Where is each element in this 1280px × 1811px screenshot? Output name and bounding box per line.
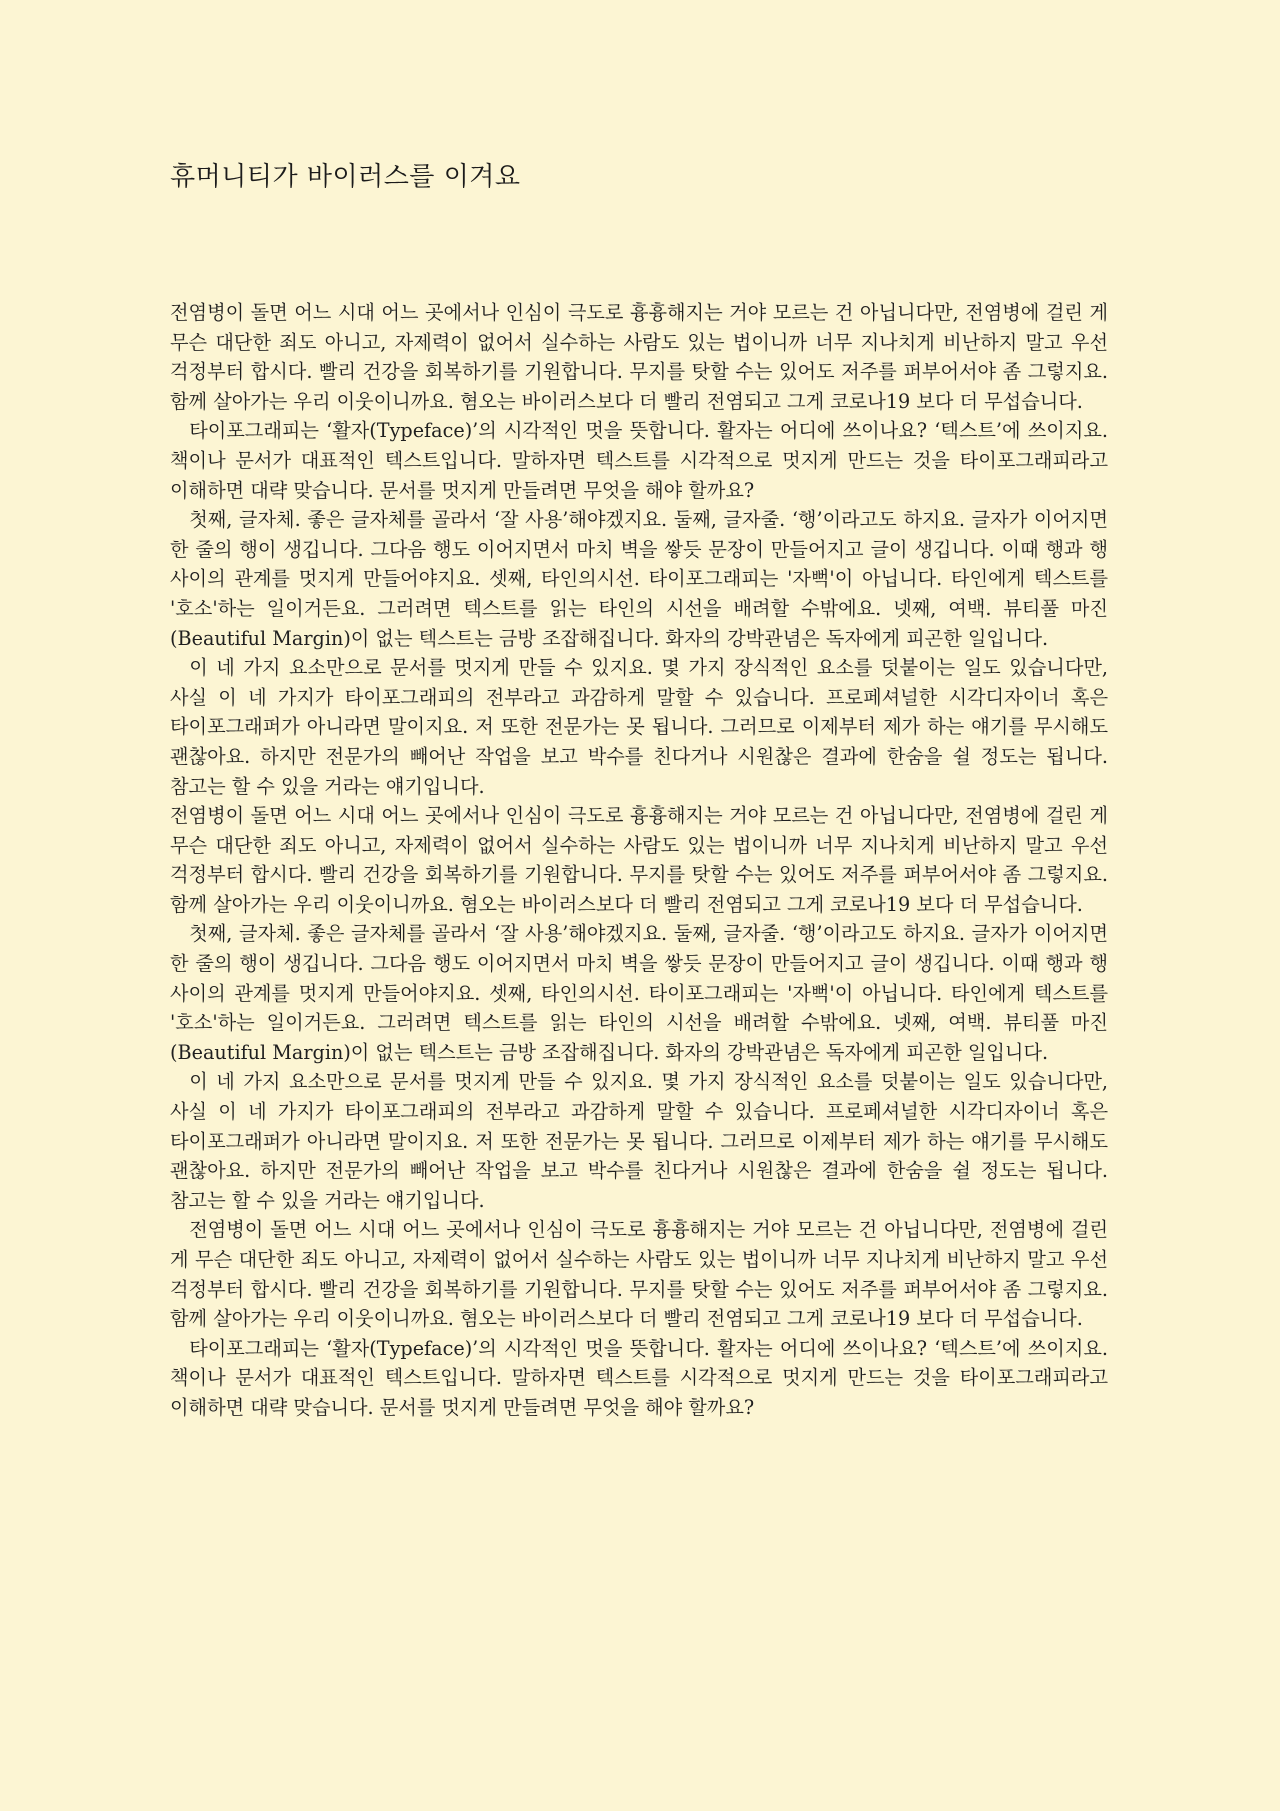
paragraph-8: 전염병이 돌면 어느 시대 어느 곳에서나 인심이 극도로 흉흉해지는 거야 모르는 건 아닙니다만, 전염병에 걸린 게 무슨 대단한 죄도 아니고, 자제력이 없어서 실수하는 사람도 있는 법이니까 너무 지나치게 비난하지 말고 우선 걱정부터 합시다. 빨리 건강을 회복하기를 기원합니다. 무지를 탓할 수는 있어도 저주를 퍼부어서야 좀 그렇지요. 함께 살아가는 우리 이웃이니까요. 혐오는 바이러스보다 더 빨리 전염되고 그게 코로나19 보다 더 무섭습니다. [170,1218,1108,1331]
paragraph-3: 첫째, 글자체. 좋은 글자체를 골라서 ‘잘 사용’해야겠지요. 둘째, 글자줄. ‘행’이라고도 하지요. 글자가 이어지면 한 줄의 행이 생깁니다. 그다음 행도 이어지면서 마치 벽을 쌓듯 문장이 만들어지고 글이 생깁니다. 이때 행과 행 사이의 관계를 멋지게 만들어야지요. 셋째, 타인의시선. 타이포그래피는 '자뻑'이 아닙니다. 타인에게 텍스트를 '호소'하는 일이거든요. 그러려면 텍스트를 읽는 타인의 시선을 배려할 수밖에요. 넷째, 여백. 뷰티풀 마진(Beautiful Margin)이 없는 텍스트는 금방 조잡해집니다. 화자의 강박관념은 독자에게 피곤한 일입니다. [170,508,1108,650]
page-title: 휴머니티가 바이러스를 이겨요 [170,162,521,192]
document-body [170,298,1108,1423]
paragraph-9: 타이포그래피는 ‘활자(Typeface)’의 시각적인 멋을 뜻합니다. 활자는 어디에 쓰이나요? ‘텍스트’에 쓰이지요. 책이나 문서가 대표적인 텍스트입니다. 말하자면 텍스트를 시각적으로 멋지게 만드는 것을 타이포그래피라고 이해하면 대략 맞습니다. 문서를 멋지게 만들려면 무엇을 해야 할까요? [170,1336,1108,1419]
paragraph-4: 이 네 가지 요소만으로 문서를 멋지게 만들 수 있지요. 몇 가지 장식적인 요소를 덧붙이는 일도 있습니다만, 사실 이 네 가지가 타이포그래피의 전부라고 과감하게 말할 수 있습니다. 프로페셔널한 시각디자이너 혹은 타이포그래퍼가 아니라면 말이지요. 저 또한 전문가는 못 됩니다. 그러므로 이제부터 제가 하는 얘기를 무시해도 괜찮아요. 하지만 전문가의 빼어난 작업을 보고 박수를 친다거나 시원찮은 결과에 한숨을 쉴 정도는 됩니다. 참고는 할 수 있을 거라는 얘기입니다. [170,656,1108,798]
paragraph-7: 이 네 가지 요소만으로 문서를 멋지게 만들 수 있지요. 몇 가지 장식적인 요소를 덧붙이는 일도 있습니다만, 사실 이 네 가지가 타이포그래피의 전부라고 과감하게 말할 수 있습니다. 프로페셔널한 시각디자이너 혹은 타이포그래퍼가 아니라면 말이지요. 저 또한 전문가는 못 됩니다. 그러므로 이제부터 제가 하는 얘기를 무시해도 괜찮아요. 하지만 전문가의 빼어난 작업을 보고 박수를 친다거나 시원찮은 결과에 한숨을 쉴 정도는 됩니다. 참고는 할 수 있을 거라는 얘기입니다. [170,1070,1108,1212]
paragraph-6: 첫째, 글자체. 좋은 글자체를 골라서 ‘잘 사용’해야겠지요. 둘째, 글자줄. ‘행’이라고도 하지요. 글자가 이어지면 한 줄의 행이 생깁니다. 그다음 행도 이어지면서 마치 벽을 쌓듯 문장이 만들어지고 글이 생깁니다. 이때 행과 행 사이의 관계를 멋지게 만들어야지요. 셋째, 타인의시선. 타이포그래피는 '자뻑'이 아닙니다. 타인에게 텍스트를 '호소'하는 일이거든요. 그러려면 텍스트를 읽는 타인의 시선을 배려할 수밖에요. 넷째, 여백. 뷰티풀 마진(Beautiful Margin)이 없는 텍스트는 금방 조잡해집니다. 화자의 강박관념은 독자에게 피곤한 일입니다. [170,922,1108,1064]
paragraph-5: 전염병이 돌면 어느 시대 어느 곳에서나 인심이 극도로 흉흉해지는 거야 모르는 건 아닙니다만, 전염병에 걸린 게 무슨 대단한 죄도 아니고, 자제력이 없어서 실수하는 사람도 있는 법이니까 너무 지나치게 비난하지 말고 우선 걱정부터 합시다. 빨리 건강을 회복하기를 기원합니다. 무지를 탓할 수는 있어도 저주를 퍼부어서야 좀 그렇지요. 함께 살아가는 우리 이웃이니까요. 혐오는 바이러스보다 더 빨리 전염되고 그게 코로나19 보다 더 무섭습니다. [170,804,1108,916]
paragraph-1: 전염병이 돌면 어느 시대 어느 곳에서나 인심이 극도로 흉흉해지는 거야 모르는 건 아닙니다만, 전염병에 걸린 게 무슨 대단한 죄도 아니고, 자제력이 없어서 실수하는 사람도 있는 법이니까 너무 지나치게 비난하지 말고 우선 걱정부터 합시다. 빨리 건강을 회복하기를 기원합니다. 무지를 탓할 수는 있어도 저주를 퍼부어서야 좀 그렇지요. 함께 살아가는 우리 이웃이니까요. 혐오는 바이러스보다 더 빨리 전염되고 그게 코로나19 보다 더 무섭습니다. [170,301,1108,413]
paragraph-2: 타이포그래피는 ‘활자(Typeface)’의 시각적인 멋을 뜻합니다. 활자는 어디에 쓰이나요? ‘텍스트’에 쓰이지요. 책이나 문서가 대표적인 텍스트입니다. 말하자면 텍스트를 시각적으로 멋지게 만드는 것을 타이포그래피라고 이해하면 대략 맞습니다. 문서를 멋지게 만들려면 무엇을 해야 할까요? [170,419,1108,502]
